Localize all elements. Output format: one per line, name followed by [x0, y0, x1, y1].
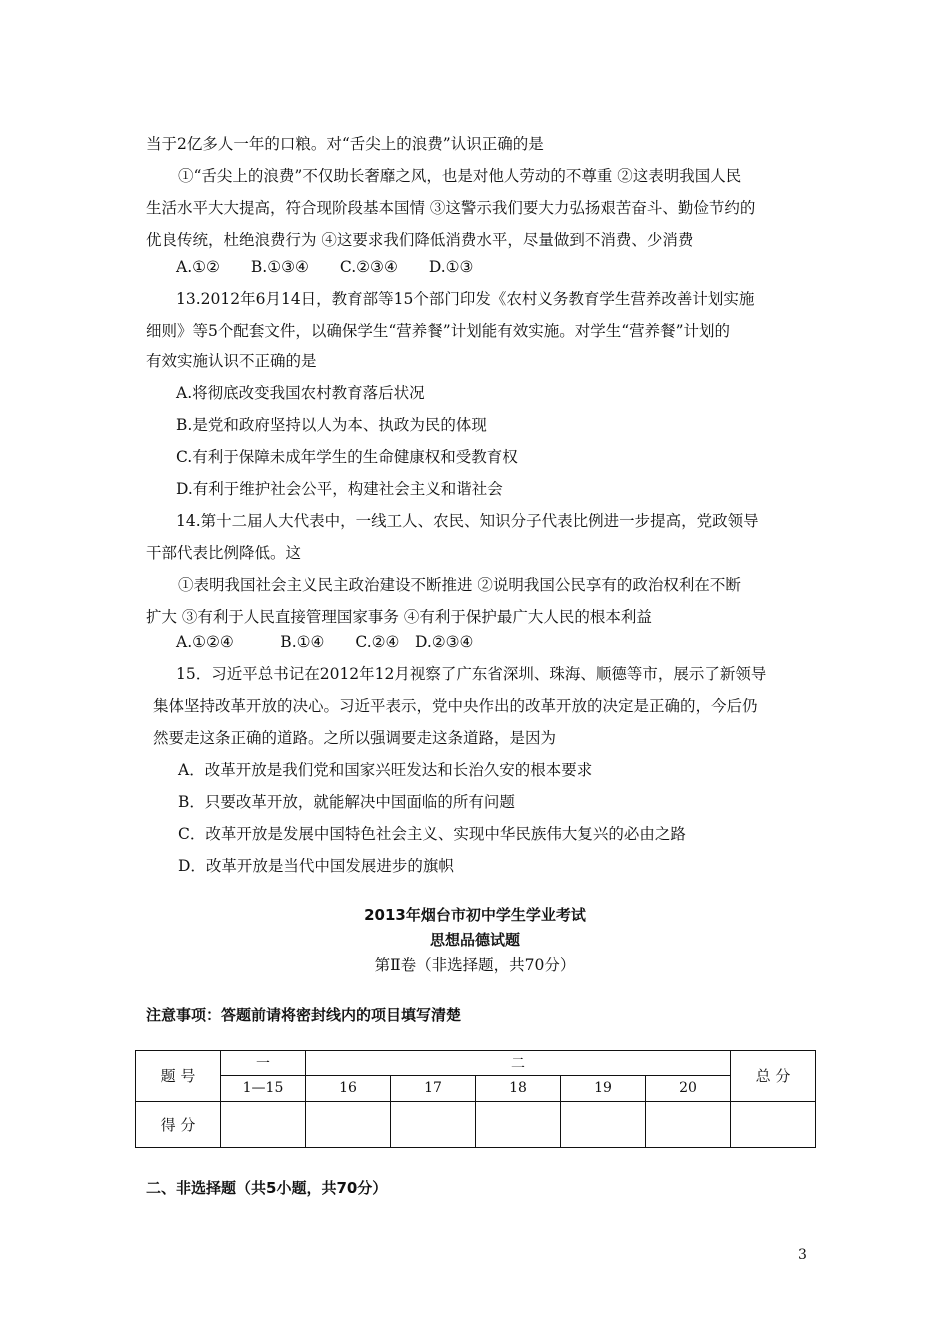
q15-option-a: A．改革开放是我们党和国家兴旺发达和长治久安的根本要求	[178, 761, 593, 779]
page-number: 3	[798, 1247, 807, 1263]
q15-option-c: C．改革开放是发展中国特色社会主义、实现中华民族伟大复兴的必由之路	[178, 825, 686, 843]
score-cell-17[interactable]	[391, 1101, 476, 1148]
q14-statements-1: ①表明我国社会主义民主政治建设不断推进 ②说明我国公民享有的政治权利在不断	[178, 576, 741, 594]
score-cell-16[interactable]	[306, 1101, 391, 1148]
q15-stem-3: 然要走这条正确的道路。之所以强调要走这条道路，是因为	[153, 729, 557, 747]
header-col-20: 20	[646, 1076, 731, 1101]
q14-statements-2: 扩大 ③有利于人民直接管理国家事务 ④有利于保护最广大人民的根本利益	[146, 608, 652, 626]
header-col-18: 18	[476, 1076, 561, 1101]
header-part-two: 二	[306, 1051, 731, 1076]
exam-subject: 思想品德试题	[429, 931, 520, 949]
q13-option-a: A.将彻底改变我国农村教育落后状况	[176, 384, 425, 402]
q14-stem-1: 14.第十二届人大代表中，一线工人、农民、知识分子代表比例进一步提高，党政领导	[176, 512, 759, 530]
notice-text: 注意事项：答题前请将密封线内的项目填写清楚	[146, 1006, 462, 1024]
q13-stem-2: 细则》等5个配套文件，以确保学生“营养餐”计划能有效实施。对学生“营养餐”计划的	[146, 322, 731, 340]
text-line-4: 优良传统，杜绝浪费行为 ④这要求我们降低消费水平，尽量做到不消费、少消费	[146, 231, 694, 249]
header-label-question-number: 题 号	[136, 1051, 221, 1102]
score-cell-18[interactable]	[476, 1101, 561, 1148]
header-part-one: 一	[221, 1051, 306, 1076]
q12-options: A.①② B.①③④ C.②③④ D.①③	[176, 258, 474, 276]
header-col-16: 16	[306, 1076, 391, 1101]
text-line-2: ①“舌尖上的浪费”不仅助长奢靡之风，也是对他人劳动的不尊重 ②这表明我国人民	[178, 167, 742, 185]
score-cell-total[interactable]	[731, 1101, 816, 1148]
q15-stem-2: 集体坚持改革开放的决心。习近平表示，党中央作出的改革开放的决定是正确的，今后仍	[153, 697, 758, 715]
score-cell-20[interactable]	[646, 1101, 731, 1148]
score-cell-19[interactable]	[561, 1101, 646, 1148]
q13-option-d: D.有利于维护社会公平，构建社会主义和谐社会	[176, 480, 503, 498]
q14-stem-2: 干部代表比例降低。这	[146, 544, 302, 562]
header-total-score: 总 分	[731, 1051, 816, 1102]
score-cell-1-15[interactable]	[221, 1101, 306, 1148]
q13-option-b: B.是党和政府坚持以人为本、执政为民的体现	[176, 416, 487, 434]
text-line-3: 生活水平大大提高，符合现阶段基本国情 ③这警示我们要大力弘扬艰苦奋斗、勤俭节约的	[146, 199, 756, 217]
q13-stem-3: 有效实施认识不正确的是	[146, 352, 317, 370]
q14-options: A.①②④ B.①④ C.②④ D.②③④	[176, 633, 474, 651]
header-col-19: 19	[561, 1076, 646, 1101]
q13-option-c: C.有利于保障未成年学生的生命健康权和受教育权	[176, 448, 518, 466]
text-line-1: 当于2亿多人一年的口粮。对“舌尖上的浪费”认识正确的是	[146, 135, 544, 153]
header-range: 1—15	[221, 1076, 306, 1101]
q15-stem-1: 15．习近平总书记在2012年12月视察了广东省深圳、珠海、顺德等市，展示了新领导	[176, 665, 767, 683]
section-title: 二、非选择题（共5小题，共70分）	[146, 1179, 388, 1197]
row-label-score: 得 分	[136, 1101, 221, 1148]
exam-title: 2013年烟台市初中学生学业考试	[364, 906, 586, 924]
q13-stem-1: 13.2012年6月14日，教育部等15个部门印发《农村义务教育学生营养改善计划实施	[176, 290, 755, 308]
q15-option-b: B．只要改革开放，就能解决中国面临的所有问题	[178, 793, 515, 811]
q15-option-d: D．改革开放是当代中国发展进步的旗帜	[178, 857, 454, 875]
exam-part-heading: 第Ⅱ卷（非选择题，共70分）	[374, 956, 576, 974]
header-col-17: 17	[391, 1076, 476, 1101]
score-table	[135, 1050, 816, 1148]
